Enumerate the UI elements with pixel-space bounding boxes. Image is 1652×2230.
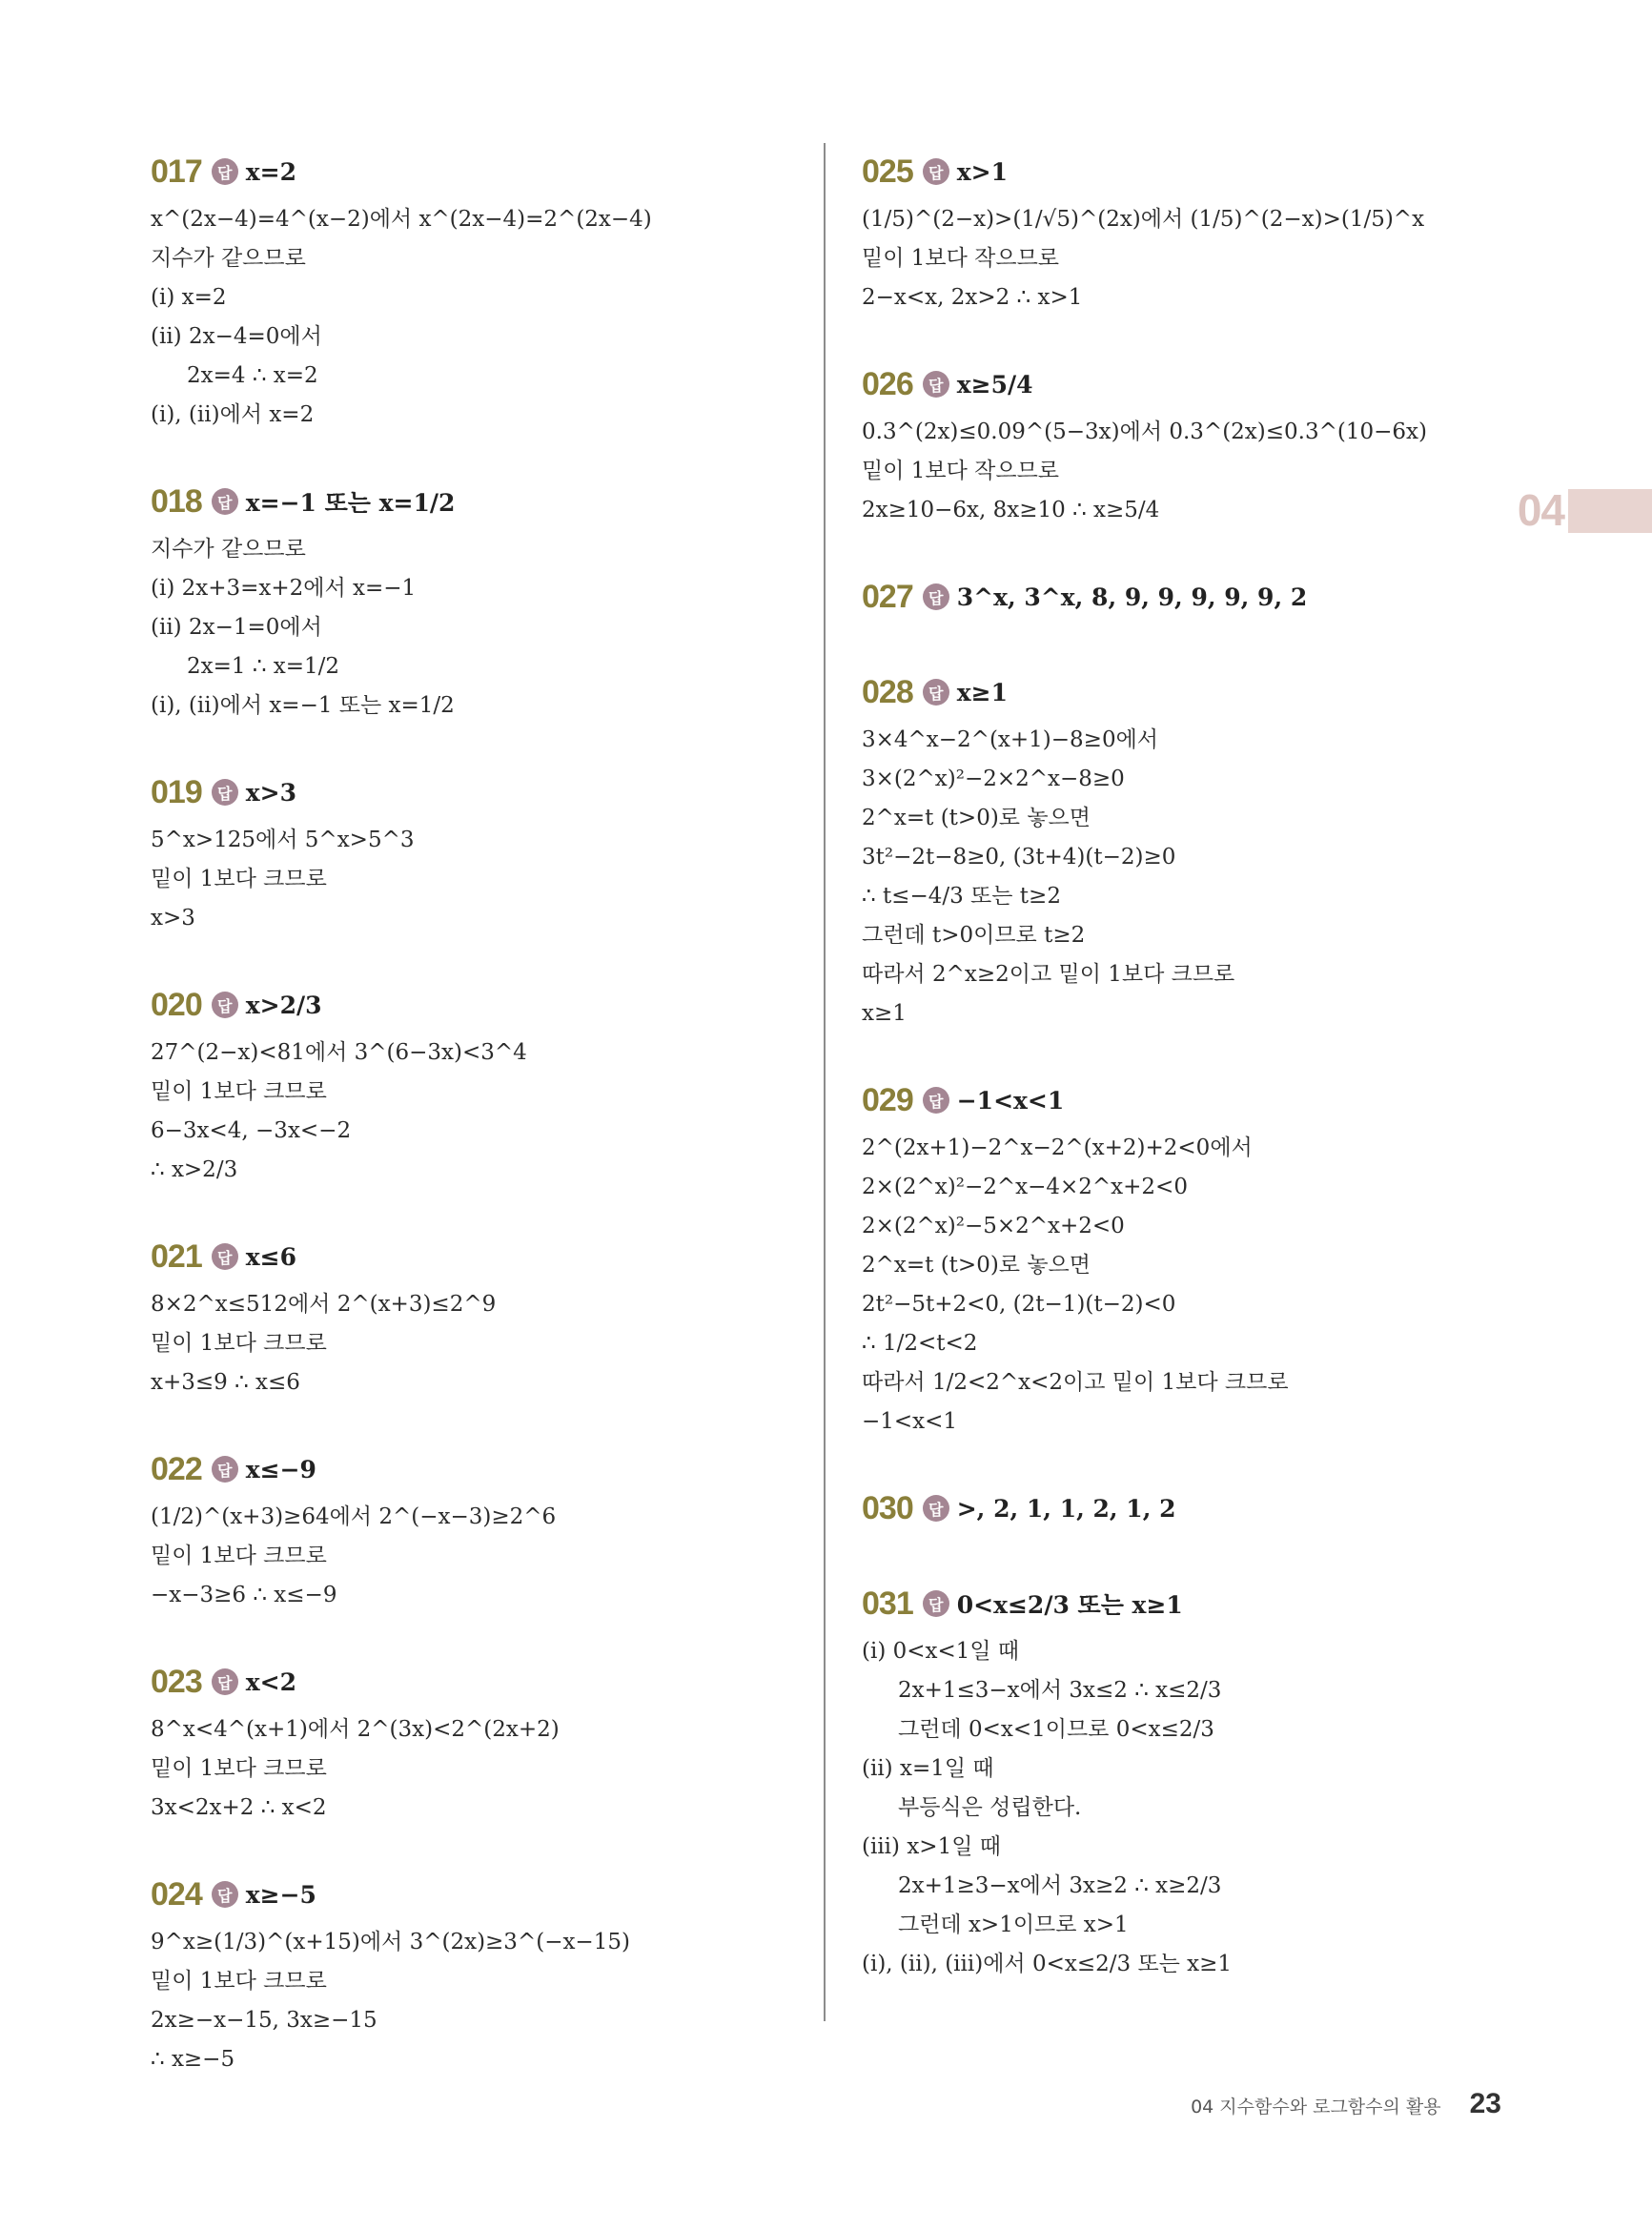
solution-line: 밑이 1보다 크므로 [151, 867, 327, 891]
answer-text: x≤6 [245, 1242, 296, 1271]
problem-017 [151, 143, 818, 435]
solution-line: 27^(2−x)<81에서 3^(6−3x)<3^4 [151, 1040, 527, 1065]
solution-line: (iii) x>1일 때 [862, 1834, 1001, 1859]
problem-header [862, 1480, 1548, 1537]
problem-021 [151, 1228, 818, 1402]
solution-line: 2x+1≥3−x에서 3x≥2 ∴ x≥2/3 [898, 1873, 1222, 1898]
problem-number: 023 [151, 1663, 202, 1700]
solution-line: 2−x<x, 2x>2 ∴ x>1 [862, 285, 1083, 310]
solution-line: (ii) 2x−1=0에서 [151, 615, 322, 640]
problem-number: 025 [862, 153, 913, 190]
solution-line: 9^x≥(1/3)^(x+15)에서 3^(2x)≥3^(−x−15) [151, 1930, 630, 1954]
solution-line: 2x=4 ∴ x=2 [187, 363, 318, 388]
answer-text: x≥1 [956, 678, 1008, 706]
answer-badge-icon: 답 [212, 1456, 238, 1483]
solution-line: x^(2x−4)=4^(x−2)에서 x^(2x−4)=2^(2x−4) [151, 207, 652, 232]
solution-line: 그런데 t>0이므로 t≥2 [862, 923, 1086, 948]
answer-badge-icon: 답 [923, 371, 949, 398]
answer-badge-icon: 답 [212, 1881, 238, 1908]
solution-line: 2x≥10−6x, 8x≥10 ∴ x≥5/4 [862, 498, 1160, 522]
answer-text: x>1 [956, 157, 1008, 186]
solution-line: (i), (ii)에서 x=−1 또는 x=1/2 [151, 693, 455, 718]
problem-025 [862, 143, 1548, 317]
problem-number: 021 [151, 1238, 202, 1275]
problem-030 [862, 1480, 1548, 1537]
answer-text: x=−1 또는 x=1/2 [245, 489, 456, 517]
answer-text: x>2/3 [245, 991, 322, 1019]
answer-text: >, 2, 1, 1, 2, 1, 2 [956, 1494, 1176, 1523]
solution-line: (i), (ii)에서 x=2 [151, 402, 315, 427]
chapter-tab-marker [1568, 489, 1652, 533]
solution-line: 그런데 x>1이므로 x>1 [898, 1913, 1129, 1937]
solution-line: 지수가 같으므로 [151, 537, 306, 562]
solution-line: 6−3x<4, −3x<−2 [151, 1118, 352, 1143]
answer-badge-icon: 답 [212, 158, 238, 185]
right-column [862, 143, 1548, 2022]
solution-line: 2x≥−x−15, 3x≥−15 [151, 2008, 377, 2033]
problem-header [862, 1072, 1548, 1129]
column-divider [824, 143, 826, 2021]
solution-line: 지수가 같으므로 [151, 246, 306, 271]
problem-number: 024 [151, 1875, 202, 1913]
page-number: 23 [1469, 2088, 1501, 2119]
problem-number: 028 [862, 673, 913, 710]
problem-header [862, 143, 1548, 200]
solution-line: 밑이 1보다 크므로 [151, 1079, 327, 1104]
solution-line: 2x=1 ∴ x=1/2 [187, 654, 340, 679]
problem-header [151, 1441, 818, 1498]
problem-026 [862, 356, 1548, 530]
problem-number: 022 [151, 1450, 202, 1487]
problem-number: 029 [862, 1081, 913, 1118]
solution-line: 3t²−2t−8≥0, (3t+4)(t−2)≥0 [862, 845, 1176, 869]
answer-text: x=2 [245, 157, 296, 186]
problem-027 [862, 568, 1548, 625]
solution-line: 8^x<4^(x+1)에서 2^(3x)<2^(2x+2) [151, 1717, 560, 1742]
solution-line: −x−3≥6 ∴ x≤−9 [151, 1583, 337, 1607]
answer-badge-icon: 답 [923, 679, 949, 706]
solution-line: ∴ 1/2<t<2 [862, 1331, 978, 1356]
problem-header [862, 1575, 1548, 1632]
solution-line: 밑이 1보다 크므로 [151, 1756, 327, 1781]
solution-line: 밑이 1보다 작으므로 [862, 459, 1059, 483]
problem-header [151, 976, 818, 1033]
solution-line: x≥1 [862, 1001, 907, 1026]
solution-line: (i) 2x+3=x+2에서 x=−1 [151, 576, 417, 601]
answer-text: x≥−5 [245, 1880, 316, 1909]
problem-024 [151, 1866, 818, 2079]
solution-line: x+3≤9 ∴ x≤6 [151, 1370, 300, 1395]
solution-line: 2×(2^x)²−2^x−4×2^x+2<0 [862, 1175, 1188, 1199]
problem-number: 019 [151, 773, 202, 810]
left-column [151, 143, 818, 2117]
answer-text: 3^x, 3^x, 8, 9, 9, 9, 9, 9, 2 [956, 583, 1308, 611]
answer-text: 0<x≤2/3 또는 x≥1 [956, 1591, 1183, 1619]
problem-019 [151, 764, 818, 938]
answer-badge-icon: 답 [923, 158, 949, 185]
solution-line: 밑이 1보다 크므로 [151, 1969, 327, 1994]
answer-badge-icon: 답 [923, 583, 949, 610]
problem-028 [862, 664, 1548, 1033]
answer-text: x≤−9 [245, 1455, 316, 1483]
solution-line: 5^x>125에서 5^x>5^3 [151, 828, 415, 852]
solution-line: 2x+1≤3−x에서 3x≤2 ∴ x≤2/3 [898, 1678, 1222, 1703]
problem-header [151, 764, 818, 821]
solution-line: 0.3^(2x)≤0.09^(5−3x)에서 0.3^(2x)≤0.3^(10−6x) [862, 419, 1427, 444]
problem-header [151, 1653, 818, 1710]
solution-line: (i) x=2 [151, 285, 227, 310]
solution-line: (i), (ii), (iii)에서 0<x≤2/3 또는 x≥1 [862, 1952, 1233, 1976]
answer-badge-icon: 답 [212, 1243, 238, 1270]
solution-line: 2^x=t (t>0)로 놓으면 [862, 1253, 1091, 1278]
answer-badge-icon: 답 [212, 1668, 238, 1695]
solution-line: (1/2)^(x+3)≥64에서 2^(−x−3)≥2^6 [151, 1504, 557, 1529]
problem-number: 027 [862, 578, 913, 615]
problem-header [151, 1228, 818, 1285]
problem-header [862, 356, 1548, 413]
problem-031 [862, 1575, 1548, 1984]
chapter-tab-label: 04 [1517, 485, 1564, 535]
solution-line: 밑이 1보다 크므로 [151, 1544, 327, 1568]
problem-023 [151, 1653, 818, 1828]
solution-line: ∴ x>2/3 [151, 1157, 238, 1182]
solution-line: x>3 [151, 906, 195, 931]
solution-line: 3×4^x−2^(x+1)−8≥0에서 [862, 727, 1159, 752]
answer-badge-icon: 답 [212, 779, 238, 806]
solution-line: −1<x<1 [862, 1409, 958, 1434]
solution-line: 밑이 1보다 작으므로 [862, 246, 1059, 271]
solution-line: 3×(2^x)²−2×2^x−8≥0 [862, 767, 1125, 791]
problem-header [151, 143, 818, 200]
answer-badge-icon: 답 [923, 1495, 949, 1522]
solution-line: (1/5)^(2−x)>(1/√5)^(2x)에서 (1/5)^(2−x)>(1/5)^x [862, 207, 1425, 232]
solution-line: (i) 0<x<1일 때 [862, 1639, 1020, 1664]
solution-line: 3x<2x+2 ∴ x<2 [151, 1795, 327, 1820]
solution-line: 2t²−5t+2<0, (2t−1)(t−2)<0 [862, 1292, 1176, 1317]
problem-022 [151, 1441, 818, 1615]
answer-text: x≥5/4 [956, 370, 1033, 399]
solution-line: 따라서 1/2<2^x<2이고 밑이 1보다 크므로 [862, 1370, 1289, 1395]
solution-line: 그런데 0<x<1이므로 0<x≤2/3 [898, 1717, 1214, 1742]
footer-chapter-title: 04 지수함수와 로그함수의 활용 [1191, 2097, 1441, 2117]
problem-number: 026 [862, 365, 913, 402]
solution-line: 2^(2x+1)−2^x−2^(x+2)+2<0에서 [862, 1135, 1253, 1160]
solution-line: 2×(2^x)²−5×2^x+2<0 [862, 1214, 1125, 1238]
answer-text: x>3 [245, 778, 296, 807]
problem-header [862, 664, 1548, 721]
answer-badge-icon: 답 [212, 488, 238, 515]
solution-line: (ii) 2x−4=0에서 [151, 324, 322, 349]
problem-number: 020 [151, 986, 202, 1023]
problem-020 [151, 976, 818, 1190]
answer-text: −1<x<1 [956, 1086, 1065, 1115]
solution-line: 부등식은 성립한다. [898, 1795, 1082, 1820]
problem-number: 018 [151, 482, 202, 520]
answer-badge-icon: 답 [923, 1087, 949, 1114]
problem-018 [151, 473, 818, 726]
answer-badge-icon: 답 [923, 1590, 949, 1617]
page-footer [1191, 2088, 1501, 2120]
problem-number: 031 [862, 1585, 913, 1622]
solution-line: 8×2^x≤512에서 2^(x+3)≤2^9 [151, 1292, 497, 1317]
problem-number: 030 [862, 1489, 913, 1526]
problem-header [151, 473, 818, 530]
solution-line: ∴ x≥−5 [151, 2047, 235, 2072]
answer-badge-icon: 답 [212, 992, 238, 1018]
problem-029 [862, 1072, 1548, 1442]
problem-number: 017 [151, 153, 202, 190]
solution-line: (ii) x=1일 때 [862, 1756, 994, 1781]
solution-line: 2^x=t (t>0)로 놓으면 [862, 806, 1091, 830]
solution-line: 밑이 1보다 크므로 [151, 1331, 327, 1356]
problem-header [151, 1866, 818, 1923]
solution-line: ∴ t≤−4/3 또는 t≥2 [862, 884, 1061, 909]
answer-text: x<2 [245, 1667, 296, 1696]
solution-line: 따라서 2^x≥2이고 밑이 1보다 크므로 [862, 962, 1235, 987]
problem-header [862, 568, 1548, 625]
